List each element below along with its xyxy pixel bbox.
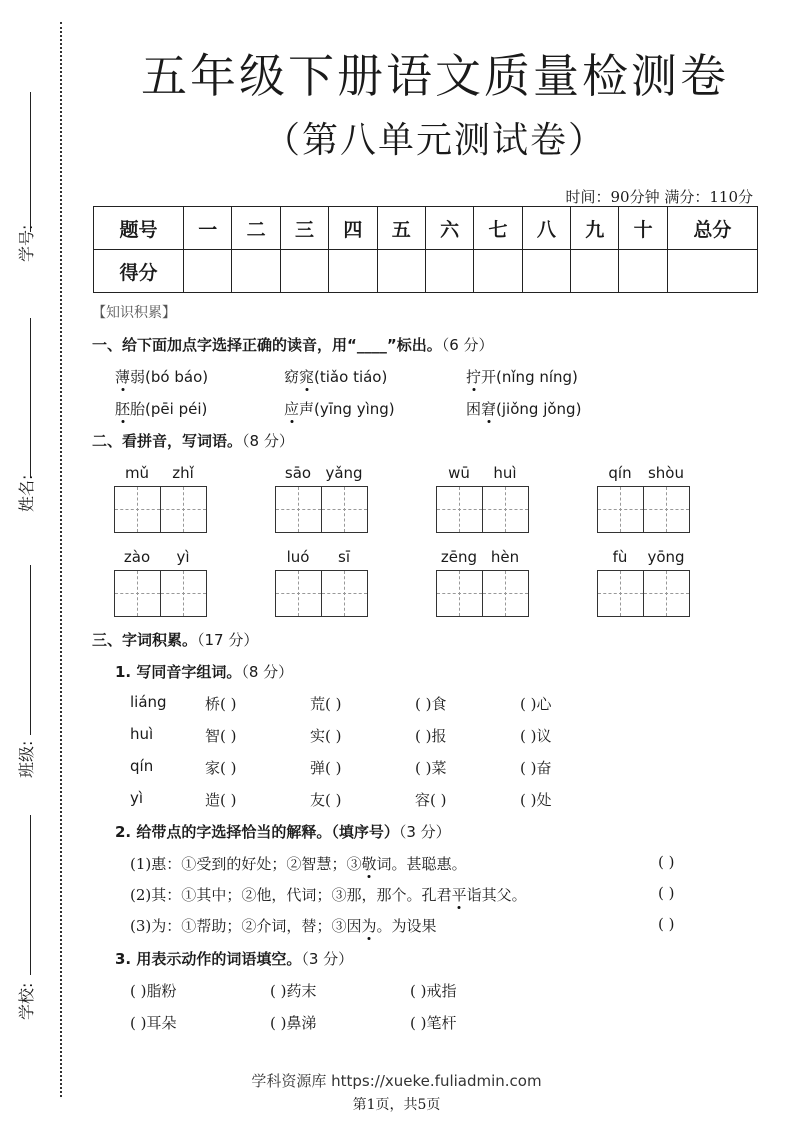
pinyin-label-row bbox=[114, 464, 207, 486]
pinyin-label-row bbox=[275, 464, 368, 486]
definition-item bbox=[130, 884, 527, 905]
section-tag: 【知识积累】 bbox=[92, 305, 176, 321]
definition-char: ① bbox=[181, 886, 197, 904]
reading-item[interactable] bbox=[115, 366, 208, 387]
pinyin-syllable: zào bbox=[123, 548, 151, 566]
score-header-cell: 八 bbox=[522, 207, 570, 250]
writing-boxes bbox=[436, 486, 529, 533]
definition-char: ( bbox=[130, 917, 136, 935]
definition-char: 为 bbox=[361, 917, 377, 935]
binding-dotted-line bbox=[60, 22, 62, 1097]
definition-char: 诣 bbox=[466, 886, 482, 904]
definition-char: 。 bbox=[451, 855, 467, 873]
definition-char: 设 bbox=[406, 917, 422, 935]
definition-char: 因 bbox=[346, 917, 362, 935]
page-subtitle: （第八单元测试卷） bbox=[263, 120, 606, 161]
definition-char: ； bbox=[316, 886, 332, 904]
definition-char: ③ bbox=[331, 886, 347, 904]
definition-char: 词 bbox=[301, 886, 317, 904]
homophone-blank[interactable]: ( )心 bbox=[520, 695, 552, 713]
definition-char: 1 bbox=[135, 855, 146, 873]
pinyin-label-row bbox=[597, 548, 690, 570]
definition-char: ： bbox=[166, 917, 182, 935]
definition-char: 甚 bbox=[406, 855, 422, 873]
pinyin-grid-group bbox=[275, 464, 368, 533]
writing-boxes bbox=[275, 486, 368, 533]
definition-char: ③ bbox=[346, 855, 362, 873]
pinyin-grid-group bbox=[436, 548, 529, 617]
definition-char: 他 bbox=[256, 886, 272, 904]
student-id-line bbox=[30, 92, 31, 232]
action-word-blank[interactable]: ( )鼻涕 bbox=[270, 1014, 317, 1032]
writing-box[interactable] bbox=[321, 487, 367, 532]
pinyin-syllable: mǔ bbox=[124, 464, 150, 482]
definition-char: 。 bbox=[406, 886, 422, 904]
score-header-cell: 二 bbox=[232, 207, 280, 250]
reading-char: 胚 bbox=[115, 400, 131, 418]
score-header-cell: 四 bbox=[329, 207, 377, 250]
pinyin-syllable: yōng bbox=[647, 548, 685, 566]
definition-char: 平 bbox=[451, 886, 467, 904]
exam-meta: 时间：90分钟 满分：110分 bbox=[565, 188, 753, 206]
homophone-blank[interactable]: 实( ) bbox=[310, 727, 342, 745]
score-cell[interactable] bbox=[667, 250, 757, 293]
homophone-blank[interactable]: ( )奋 bbox=[520, 759, 552, 777]
homophone-blank[interactable]: ( )处 bbox=[520, 791, 552, 809]
definition-char: 为 bbox=[151, 917, 167, 935]
definition-char: 词 bbox=[376, 855, 392, 873]
class-label: 班级: bbox=[17, 740, 36, 778]
score-cell[interactable] bbox=[474, 250, 522, 293]
definition-char: ， bbox=[286, 917, 302, 935]
score-cell[interactable] bbox=[425, 250, 473, 293]
definition-char: 惠 bbox=[436, 855, 452, 873]
score-header-cell: 一 bbox=[184, 207, 232, 250]
definition-char: 。 bbox=[511, 886, 527, 904]
definition-char: 果 bbox=[421, 917, 437, 935]
definition-char: 助 bbox=[211, 917, 227, 935]
definition-char: ② bbox=[286, 855, 302, 873]
definition-char: 代 bbox=[286, 886, 302, 904]
definition-char: ) bbox=[145, 855, 152, 873]
pinyin-syllable: qín bbox=[608, 464, 632, 482]
reading-char: 窈 bbox=[284, 368, 300, 386]
homophone-blank[interactable]: 智( ) bbox=[205, 727, 237, 745]
score-cell[interactable] bbox=[571, 250, 619, 293]
writing-box[interactable] bbox=[482, 571, 528, 616]
homophone-pinyin: liáng bbox=[130, 693, 167, 711]
question-1-title: 一、给下面加点字选择正确的读音，用“____”标出。（6 分） bbox=[92, 336, 494, 354]
score-header-cell: 六 bbox=[425, 207, 473, 250]
pinyin-label-row bbox=[114, 548, 207, 570]
score-table bbox=[93, 206, 758, 293]
writing-box[interactable] bbox=[276, 571, 321, 616]
footer-page-number: 第1页，共5页 bbox=[352, 1097, 441, 1113]
writing-box[interactable] bbox=[482, 487, 528, 532]
definition-char: ； bbox=[271, 855, 287, 873]
writing-box[interactable] bbox=[598, 571, 643, 616]
definition-char: 父 bbox=[496, 886, 512, 904]
pinyin-grid-group bbox=[597, 548, 690, 617]
definition-char: 。 bbox=[376, 917, 392, 935]
definition-char: ① bbox=[181, 917, 197, 935]
definition-char: ( bbox=[130, 855, 136, 873]
definition-char: ： bbox=[166, 855, 182, 873]
score-header-cell: 三 bbox=[280, 207, 328, 250]
reading-pinyin-options: (pēi péi) bbox=[145, 400, 208, 418]
reading-char: 应 bbox=[284, 400, 300, 418]
reading-item[interactable] bbox=[284, 398, 395, 419]
score-cell[interactable] bbox=[280, 250, 328, 293]
definition-item bbox=[130, 915, 437, 936]
score-header-cell: 题号 bbox=[94, 207, 184, 250]
pinyin-grid-group bbox=[436, 464, 529, 533]
action-word-blank[interactable]: ( )戒指 bbox=[410, 982, 457, 1000]
writing-box[interactable] bbox=[437, 487, 482, 532]
school-label: 学校: bbox=[17, 982, 36, 1020]
homophone-blank[interactable]: ( )议 bbox=[520, 727, 552, 745]
definition-char: ； bbox=[226, 917, 242, 935]
school-line bbox=[30, 815, 31, 975]
reading-pinyin-options: (yīng yìng) bbox=[314, 400, 395, 418]
definition-char: 3 bbox=[135, 917, 146, 935]
definition-answer-blank[interactable]: ( ) bbox=[658, 853, 675, 871]
definition-char: 其 bbox=[196, 886, 212, 904]
definition-char: ； bbox=[226, 886, 242, 904]
writing-boxes bbox=[114, 570, 207, 617]
reading-char: 拧 bbox=[466, 368, 482, 386]
pinyin-grid-group bbox=[114, 548, 207, 617]
reading-char: 开 bbox=[481, 368, 497, 386]
definition-char: ： bbox=[166, 886, 182, 904]
reading-pinyin-options: (bó báo) bbox=[145, 368, 209, 386]
definition-char: 好 bbox=[241, 855, 257, 873]
definition-char: 君 bbox=[436, 886, 452, 904]
homophone-blank[interactable]: 容( ) bbox=[415, 791, 447, 809]
definition-char: ② bbox=[241, 886, 257, 904]
reading-char: 薄 bbox=[115, 368, 131, 386]
pinyin-label-row bbox=[436, 548, 529, 570]
homophone-blank[interactable]: ( )菜 bbox=[415, 759, 447, 777]
definition-item bbox=[130, 853, 467, 874]
score-cell[interactable] bbox=[184, 250, 232, 293]
definition-answer-blank[interactable]: ( ) bbox=[658, 915, 675, 933]
pinyin-grid-group bbox=[114, 464, 207, 533]
pinyin-syllable: huì bbox=[493, 464, 517, 482]
pinyin-syllable: yǎng bbox=[325, 464, 363, 482]
pinyin-label-row bbox=[275, 548, 368, 570]
reading-char: 困 bbox=[466, 400, 482, 418]
writing-box[interactable] bbox=[115, 487, 160, 532]
reading-char: 窘 bbox=[481, 400, 497, 418]
homophone-blank[interactable]: 友( ) bbox=[310, 791, 342, 809]
writing-boxes bbox=[114, 486, 207, 533]
pinyin-syllable: sāo bbox=[284, 464, 312, 482]
homophone-blank[interactable]: 家( ) bbox=[205, 759, 237, 777]
score-cell[interactable] bbox=[377, 250, 425, 293]
pinyin-label-row bbox=[436, 464, 529, 486]
definition-char: 受 bbox=[196, 855, 212, 873]
score-cell[interactable] bbox=[329, 250, 377, 293]
reading-char: 窕 bbox=[299, 368, 315, 386]
definition-char: 。 bbox=[391, 855, 407, 873]
pinyin-syllable: hèn bbox=[490, 548, 520, 566]
action-word-blank[interactable]: ( )脂粉 bbox=[130, 982, 177, 1000]
question-3-title: 三、字词积累。（17 分） bbox=[92, 631, 259, 649]
action-word-blank[interactable]: ( )药末 bbox=[270, 982, 317, 1000]
definition-char: ③ bbox=[331, 917, 347, 935]
reading-pinyin-options: (jiǒng jǒng) bbox=[496, 400, 582, 418]
writing-boxes bbox=[597, 486, 690, 533]
reading-pinyin-options: (tiǎo tiáo) bbox=[314, 368, 388, 386]
definition-char: ； bbox=[316, 917, 332, 935]
class-line bbox=[30, 565, 31, 735]
definition-char: 聪 bbox=[421, 855, 437, 873]
definition-answer-blank[interactable]: ( ) bbox=[658, 884, 675, 902]
pinyin-label-row bbox=[597, 464, 690, 486]
writing-box[interactable] bbox=[598, 487, 643, 532]
action-word-blank[interactable]: ( )笔杆 bbox=[410, 1014, 457, 1032]
pinyin-syllable: zēng bbox=[440, 548, 478, 566]
reading-item[interactable] bbox=[115, 398, 207, 419]
definition-char: 介 bbox=[256, 917, 272, 935]
page-title: 五年级下册语文质量检测卷 bbox=[141, 49, 729, 103]
writing-box[interactable] bbox=[115, 571, 160, 616]
writing-box[interactable] bbox=[643, 571, 689, 616]
pinyin-grid-group bbox=[597, 464, 690, 533]
homophone-blank[interactable]: 弹( ) bbox=[310, 759, 342, 777]
footer-source: 学科资源库 https://xueke.fuliadmin.com bbox=[251, 1072, 542, 1090]
reading-item[interactable] bbox=[466, 398, 581, 419]
definition-char: 的 bbox=[226, 855, 242, 873]
definition-char: ； bbox=[331, 855, 347, 873]
question-3-1-title: 1. 写同音字组词。（8 分） bbox=[115, 663, 294, 681]
definition-char: 其 bbox=[151, 886, 167, 904]
writing-box[interactable] bbox=[276, 487, 321, 532]
homophone-blank[interactable]: ( )食 bbox=[415, 695, 447, 713]
definition-char: 其 bbox=[481, 886, 497, 904]
definition-char: 中 bbox=[211, 886, 227, 904]
reading-char: 胎 bbox=[130, 400, 146, 418]
definition-char: ， bbox=[271, 886, 287, 904]
student-id-label: 学号: bbox=[17, 224, 36, 262]
writing-boxes bbox=[597, 570, 690, 617]
definition-char: 智 bbox=[301, 855, 317, 873]
score-cell[interactable] bbox=[522, 250, 570, 293]
definition-char: ① bbox=[181, 855, 197, 873]
definition-char: 帮 bbox=[196, 917, 212, 935]
definition-char: 处 bbox=[256, 855, 272, 873]
reading-char: 弱 bbox=[130, 368, 146, 386]
name-label: 姓名: bbox=[17, 474, 36, 512]
pinyin-syllable: luó bbox=[286, 548, 310, 566]
score-cell[interactable] bbox=[619, 250, 667, 293]
reading-item[interactable] bbox=[284, 366, 387, 387]
reading-pinyin-options: (nǐng níng) bbox=[496, 368, 578, 386]
definition-char: 词 bbox=[271, 917, 287, 935]
definition-char: 到 bbox=[211, 855, 227, 873]
definition-char: 那 bbox=[346, 886, 362, 904]
definition-char: ② bbox=[241, 917, 257, 935]
writing-box[interactable] bbox=[160, 487, 206, 532]
score-table-score-row bbox=[94, 250, 758, 293]
pinyin-syllable: fù bbox=[612, 548, 628, 566]
definition-char: ( bbox=[130, 886, 136, 904]
homophone-pinyin: qín bbox=[130, 757, 154, 775]
pinyin-syllable: shòu bbox=[647, 464, 684, 482]
homophone-blank[interactable]: ( )报 bbox=[415, 727, 447, 745]
homophone-pinyin: huì bbox=[130, 725, 154, 743]
action-word-blank[interactable]: ( )耳朵 bbox=[130, 1014, 177, 1032]
homophone-blank[interactable]: 造( ) bbox=[205, 791, 237, 809]
score-cell[interactable] bbox=[232, 250, 280, 293]
homophone-blank[interactable]: 桥( ) bbox=[205, 695, 237, 713]
definition-char: 替 bbox=[301, 917, 317, 935]
definition-char: ， bbox=[361, 886, 377, 904]
reading-item[interactable] bbox=[466, 366, 578, 387]
writing-boxes bbox=[275, 570, 368, 617]
reading-char: 声 bbox=[299, 400, 315, 418]
writing-box[interactable] bbox=[321, 571, 367, 616]
name-line bbox=[30, 318, 31, 478]
definition-char: 惠 bbox=[151, 855, 167, 873]
definition-char: ) bbox=[145, 917, 152, 935]
question-3-3-title: 3. 用表示动作的词语填空。（3 分） bbox=[115, 950, 354, 968]
pinyin-syllable: yì bbox=[176, 548, 190, 566]
score-row-label: 得分 bbox=[94, 250, 184, 293]
pinyin-syllable: sī bbox=[338, 548, 350, 566]
definition-char: 敬 bbox=[361, 855, 377, 873]
score-header-cell: 九 bbox=[571, 207, 619, 250]
question-3-2-title: 2. 给带点的字选择恰当的解释。（填序号）（3 分） bbox=[115, 823, 451, 841]
question-2-title: 二、看拼音，写词语。（8 分） bbox=[92, 432, 294, 450]
pinyin-grid-group bbox=[275, 548, 368, 617]
writing-box[interactable] bbox=[160, 571, 206, 616]
definition-char: 那 bbox=[376, 886, 392, 904]
definition-char: 为 bbox=[391, 917, 407, 935]
writing-box[interactable] bbox=[643, 487, 689, 532]
score-table-header-row bbox=[94, 207, 758, 250]
definition-char: ) bbox=[145, 886, 152, 904]
homophone-pinyin: yì bbox=[130, 789, 144, 807]
definition-char: 个 bbox=[391, 886, 407, 904]
score-header-cell: 七 bbox=[474, 207, 522, 250]
writing-box[interactable] bbox=[437, 571, 482, 616]
binding-sidebar bbox=[0, 0, 70, 1122]
definition-char: 慧 bbox=[316, 855, 332, 873]
score-header-cell: 总分 bbox=[667, 207, 757, 250]
homophone-blank[interactable]: 荒( ) bbox=[310, 695, 342, 713]
writing-boxes bbox=[436, 570, 529, 617]
score-header-cell: 十 bbox=[619, 207, 667, 250]
definition-char: 2 bbox=[135, 886, 146, 904]
pinyin-syllable: zhǐ bbox=[172, 464, 194, 482]
score-header-cell: 五 bbox=[377, 207, 425, 250]
definition-char: 孔 bbox=[421, 886, 437, 904]
pinyin-syllable: wū bbox=[448, 464, 470, 482]
